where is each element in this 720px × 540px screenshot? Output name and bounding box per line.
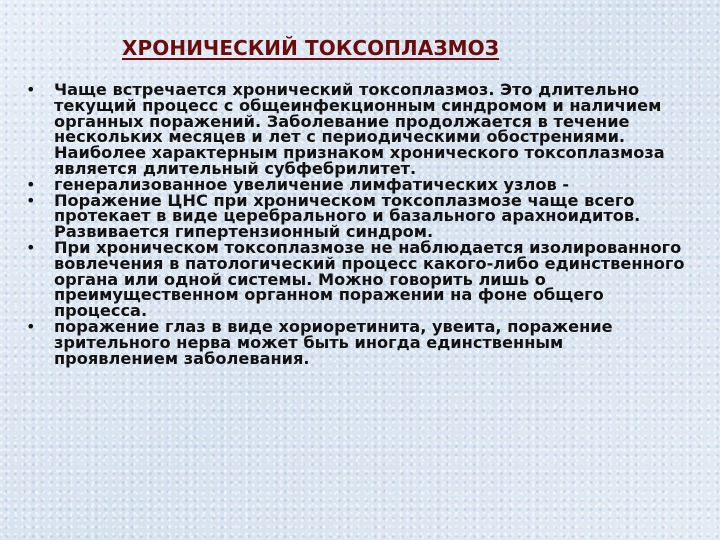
bullet-icon: •: [26, 190, 36, 210]
bullet-icon: •: [26, 80, 36, 99]
bullet-list: [23, 82, 691, 366]
bullet-item-cns: [23, 190, 691, 242]
bullet-item-organ-involvement: [23, 237, 691, 321]
bullet-icon: •: [26, 237, 36, 257]
bullet-item-eye-lesions: [23, 316, 691, 368]
bullet-text: поражение глаз в виде хориоретинита, увеита, поражение зрительного нерва может быть иногда единственным проявлением заболевания.: [54, 316, 613, 368]
slide-title: ХРОНИЧЕСКИЙ ТОКСОПЛАЗМОЗ: [122, 36, 500, 60]
bullet-text: При хроническом токсоплазмозе не наблюдается изолированного вовлечения в патологический процесс какого-либо единственного органа или одной системы. Можно говорить лишь о преимущественном органном поражении на фоне общего процесса.: [54, 237, 685, 321]
bullet-icon: •: [26, 316, 36, 336]
bullet-icon: •: [26, 174, 36, 194]
bullet-text: генерализованное увеличение лимфатических узлов -: [54, 174, 570, 194]
bullet-text: Поражение ЦНС при хроническом токсоплазмозе чаще всего протекает в виде церебрального и базального арахноидитов. Развивается гипертензионный синдром.: [54, 190, 641, 242]
bullet-text: Чаще встречается хронический токсоплазмоз. Это длительно текущий процесс с общеинфекционным синдромом и наличием органных поражений. Заболевание продолжается в течение нескольких месяцев и лет с периодическими обострениями. Наиболее характерным признаком хронического токсоплазмоза является длительный субфебрилитет.: [54, 80, 665, 178]
bullet-item-chronic-course: [23, 82, 691, 177]
